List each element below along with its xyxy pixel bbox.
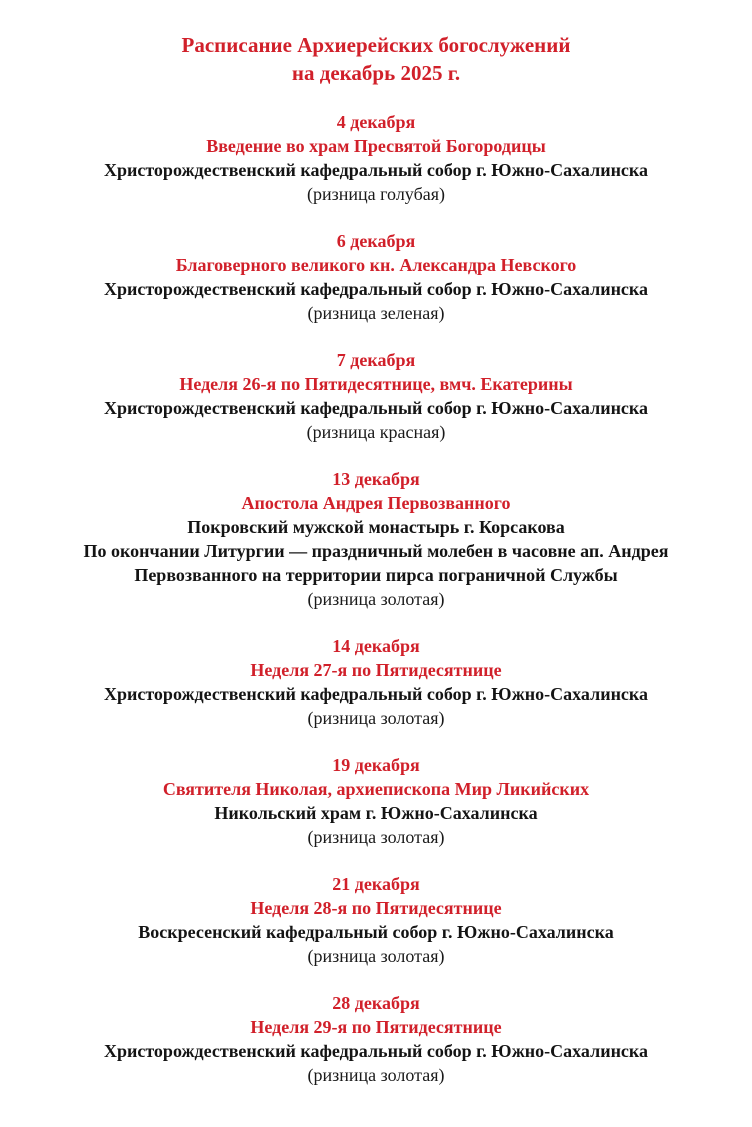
page-title-line-2: на декабрь 2025 г. — [291, 61, 461, 85]
event-date: 19 декабря — [332, 755, 420, 775]
event-feast: Неделя 28-я по Пятидесятнице — [250, 898, 502, 918]
event-date: 13 декабря — [332, 469, 420, 489]
event-date: 14 декабря — [332, 636, 420, 656]
event-date: 21 декабря — [332, 874, 420, 894]
event-place: Никольский храм г. Южно-Сахалинска — [214, 803, 538, 823]
event-feast: Неделя 26-я по Пятидесятнице, вмч. Екатерины — [179, 374, 573, 394]
event-date: 4 декабря — [336, 112, 416, 132]
event-place: Христорождественский кафедральный собор г. Южно-Сахалинска — [103, 279, 649, 299]
event-vestment: (ризница золотая) — [307, 1065, 445, 1085]
event-feast: Введение во храм Пресвятой Богородицы — [206, 136, 546, 156]
event-date: 7 декабря — [336, 350, 416, 370]
event-place: Покровский мужской монастырь г. Корсакова — [187, 517, 565, 537]
page-title-line-1: Расписание Архиерейских богослужений — [181, 33, 571, 57]
event-note: По окончании Литургии — праздничный молебен в часовне ап. Андрея — [83, 541, 669, 561]
event-block — [0, 634, 752, 730]
event-vestment: (ризница красная) — [306, 422, 446, 442]
event-note: Первозванного на территории пирса пограничной Службы — [134, 565, 618, 585]
event-block — [0, 872, 752, 968]
event-block — [0, 753, 752, 849]
event-block — [0, 110, 752, 206]
event-feast: Святителя Николая, архиепископа Мир Ликийских — [162, 779, 590, 799]
event-vestment: (ризница зеленая) — [307, 303, 445, 323]
page-title — [0, 31, 752, 87]
event-vestment: (ризница золотая) — [307, 589, 445, 609]
event-vestment: (ризница голубая) — [307, 184, 445, 204]
event-feast: Неделя 27-я по Пятидесятнице — [250, 660, 502, 680]
event-block — [0, 348, 752, 444]
event-feast: Апостола Андрея Первозванного — [241, 493, 511, 513]
event-place: Христорождественский кафедральный собор г. Южно-Сахалинска — [103, 684, 649, 704]
event-date: 6 декабря — [336, 231, 416, 251]
event-vestment: (ризница золотая) — [307, 827, 445, 847]
event-place: Христорождественский кафедральный собор г. Южно-Сахалинска — [103, 398, 649, 418]
event-feast: Неделя 29-я по Пятидесятнице — [250, 1017, 502, 1037]
event-place: Воскресенский кафедральный собор г. Южно-Сахалинска — [138, 922, 614, 942]
event-date: 28 декабря — [332, 993, 420, 1013]
event-block — [0, 229, 752, 325]
event-place: Христорождественский кафедральный собор г. Южно-Сахалинска — [103, 160, 649, 180]
event-place: Христорождественский кафедральный собор г. Южно-Сахалинска — [103, 1041, 649, 1061]
event-feast: Благоверного великого кн. Александра Невского — [175, 255, 577, 275]
event-block — [0, 991, 752, 1087]
event-vestment: (ризница золотая) — [307, 708, 445, 728]
event-block — [0, 467, 752, 611]
event-vestment: (ризница золотая) — [307, 946, 445, 966]
